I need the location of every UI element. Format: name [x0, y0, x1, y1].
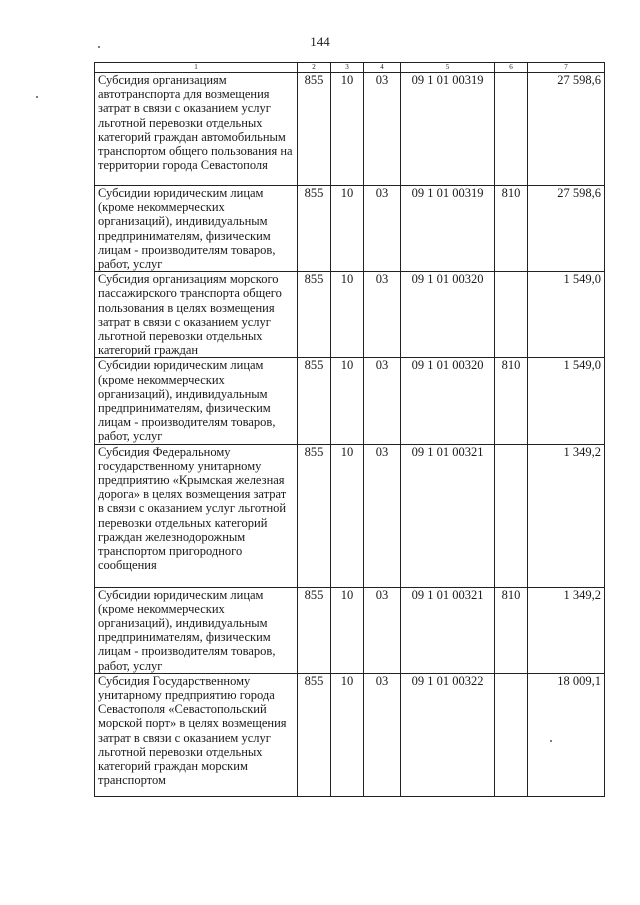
row-amount: 1 549,0	[528, 272, 605, 358]
row-name: Субсидия организациям автотранспорта для возмещения затрат в связи с оказанием услуг льготной перевозки отдельных категорий граждан автомобильным транспортом общего пользования на территории города Севастополя	[95, 73, 298, 186]
column-header: 6	[495, 63, 528, 73]
row-target: 09 1 01 00319	[401, 73, 495, 186]
table-row	[95, 186, 605, 272]
row-name: Субсидии юридическим лицам (кроме некоммерческих организаций), индивидуальным предпринимателям, физическим лицам - производителям товаров, работ, услуг	[95, 587, 298, 673]
table-row	[95, 358, 605, 444]
row-subsection: 03	[364, 358, 401, 444]
row-ministry: 855	[298, 587, 331, 673]
row-type	[495, 444, 528, 587]
column-number-row	[95, 63, 605, 73]
row-section: 10	[331, 186, 364, 272]
row-section: 10	[331, 73, 364, 186]
row-type	[495, 272, 528, 358]
row-target: 09 1 01 00320	[401, 272, 495, 358]
column-header: 5	[401, 63, 495, 73]
row-amount: 27 598,6	[528, 73, 605, 186]
row-amount: 27 598,6	[528, 186, 605, 272]
row-ministry: 855	[298, 272, 331, 358]
row-name: Субсидия организациям морского пассажирского транспорта общего пользования в целях возмещения затрат в связи с оказанием услуг льготной перевозки отдельных категорий граждан	[95, 272, 298, 358]
column-header: 7	[528, 63, 605, 73]
table-row	[95, 444, 605, 587]
row-target: 09 1 01 00321	[401, 587, 495, 673]
table-row	[95, 73, 605, 186]
row-type: 810	[495, 186, 528, 272]
row-subsection: 03	[364, 587, 401, 673]
row-amount: 1 549,0	[528, 358, 605, 444]
row-type	[495, 73, 528, 186]
column-header: 2	[298, 63, 331, 73]
table-row	[95, 272, 605, 358]
row-type: 810	[495, 587, 528, 673]
row-name: Субсидия Федеральному государственному унитарному предприятию «Крымская железная дорога» в целях возмещения затрат в связи с оказанием услуг льготной перевозки отдельных категорий граждан железнодорожным транспортом пригородного сообщения	[95, 444, 298, 587]
row-target: 09 1 01 00322	[401, 673, 495, 796]
row-target: 09 1 01 00319	[401, 186, 495, 272]
row-section: 10	[331, 587, 364, 673]
scan-speck	[36, 96, 38, 98]
row-subsection: 03	[364, 673, 401, 796]
row-section: 10	[331, 444, 364, 587]
row-target: 09 1 01 00321	[401, 444, 495, 587]
row-name: Субсидии юридическим лицам (кроме некоммерческих организаций), индивидуальным предпринимателям, физическим лицам - производителям товаров, работ, услуг	[95, 358, 298, 444]
row-amount: 1 349,2	[528, 587, 605, 673]
page-number: 144	[310, 34, 330, 49]
budget-table	[94, 62, 605, 797]
row-amount: 18 009,1	[528, 673, 605, 796]
row-section: 10	[331, 358, 364, 444]
row-section: 10	[331, 272, 364, 358]
row-type	[495, 673, 528, 796]
row-ministry: 855	[298, 358, 331, 444]
table-row	[95, 673, 605, 796]
row-subsection: 03	[364, 272, 401, 358]
column-header: 1	[95, 63, 298, 73]
column-header: 4	[364, 63, 401, 73]
column-header: 3	[331, 63, 364, 73]
table-row	[95, 587, 605, 673]
row-ministry: 855	[298, 186, 331, 272]
row-ministry: 855	[298, 73, 331, 186]
row-target: 09 1 01 00320	[401, 358, 495, 444]
row-type: 810	[495, 358, 528, 444]
row-subsection: 03	[364, 73, 401, 186]
row-amount: 1 349,2	[528, 444, 605, 587]
row-ministry: 855	[298, 444, 331, 587]
row-name: Субсидии юридическим лицам (кроме некоммерческих организаций), индивидуальным предпринимателям, физическим лицам - производителям товаров, работ, услуг	[95, 186, 298, 272]
row-subsection: 03	[364, 186, 401, 272]
row-ministry: 855	[298, 673, 331, 796]
row-subsection: 03	[364, 444, 401, 587]
row-section: 10	[331, 673, 364, 796]
row-name: Субсидия Государственному унитарному предприятию города Севастополя «Севастопольский морской порт» в целях возмещения затрат в связи с оказанием услуг льготной перевозки отдельных категорий граждан морским транспортом	[95, 673, 298, 796]
scan-speck	[98, 46, 100, 48]
